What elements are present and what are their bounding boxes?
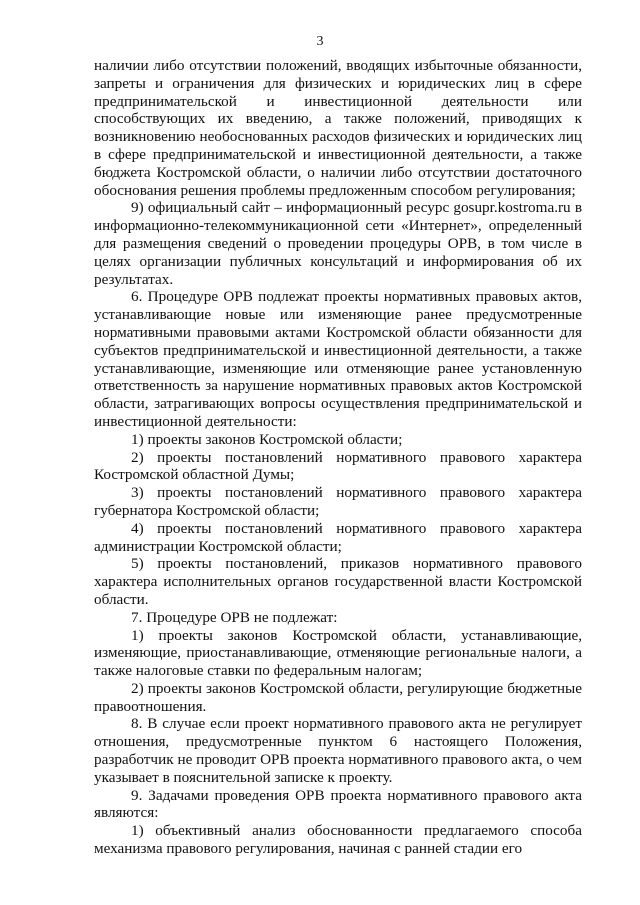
paragraph-section-7: 7. Процедуре ОРВ не подлежат: bbox=[131, 608, 338, 626]
document-body bbox=[94, 57, 582, 858]
list-item-9-1: 1) объективный анализ обоснованности предлагаемого способа механизма правового регулирования, начиная с ранней стадии его bbox=[94, 822, 582, 858]
list-item-6-2: 2) проекты постановлений нормативного правового характера Костромской областной Думы; bbox=[94, 448, 582, 484]
paragraph-section-8: 8. В случае если проект нормативного правового акта не регулирует отношения, предусмотренные пунктом 6 настоящего Положения, разработчик не проводит ОРВ проекта нормативного правового акта, о чем указывает в пояснительной записке к проекту. bbox=[94, 715, 582, 786]
paragraph-section-9: 9. Задачами проведения ОРВ проекта нормативного правового акта являются: bbox=[94, 786, 582, 822]
paragraph-section-6: 6. Процедуре ОРВ подлежат проекты нормативных правовых актов, устанавливающие новые или изменяющие ранее предусмотренные нормативными правовыми актами Костромской области обязанности для субъектов предпринимательской и инвестиционной деятельности, а также устанавливающие, изменяющие или отменяющие ранее установленную ответственность за нарушение нормативных правовых актов Костромской области, затрагивающих вопросы осуществления предпринимательской и инвестиционной деятельности: bbox=[94, 288, 582, 430]
list-item-6-5: 5) проекты постановлений, приказов нормативного правового характера исполнительных органов государственной власти Костромской области. bbox=[94, 555, 582, 608]
paragraph-item-9-official-site: 9) официальный сайт – информационный ресурс gosupr.kostroma.ru в информационно-телекоммуникационной сети «Интернет», определенный для размещения сведений о проведении процедуры ОРВ, в том числе в целях организации публичных консультаций и информирования об их результатах. bbox=[94, 199, 582, 288]
list-item-7-2: 2) проекты законов Костромской области, регулирующие бюджетные правоотношения. bbox=[94, 679, 582, 715]
list-item-7-1: 1) проекты законов Костромской области, устанавливающие, изменяющие, приостанавливающие, отменяющие региональные налоги, а также налоговые ставки по федеральным налогам; bbox=[94, 626, 582, 680]
page-number: 3 bbox=[316, 34, 324, 49]
list-item-6-4: 4) проекты постановлений нормативного правового характера администрации Костромской области; bbox=[94, 519, 582, 555]
list-item-6-3: 3) проекты постановлений нормативного правового характера губернатора Костромской области; bbox=[94, 484, 582, 519]
paragraph-continuation: наличии либо отсутствии положений, вводящих избыточные обязанности, запреты и ограничения для физических и юридических лиц в сфере предпринимательской и инвестиционной деятельности или способствующих их введению, а также положений, приводящих к возникновению необоснованных расходов физических и юридических лиц в сфере предпринимательской и инвестиционной деятельности, а также бюджета Костромской области, о наличии либо отсутствии достаточного обоснования решения проблемы предложенным способом регулирования; bbox=[94, 57, 582, 199]
list-item-6-1: 1) проекты законов Костромской области; bbox=[131, 430, 403, 448]
